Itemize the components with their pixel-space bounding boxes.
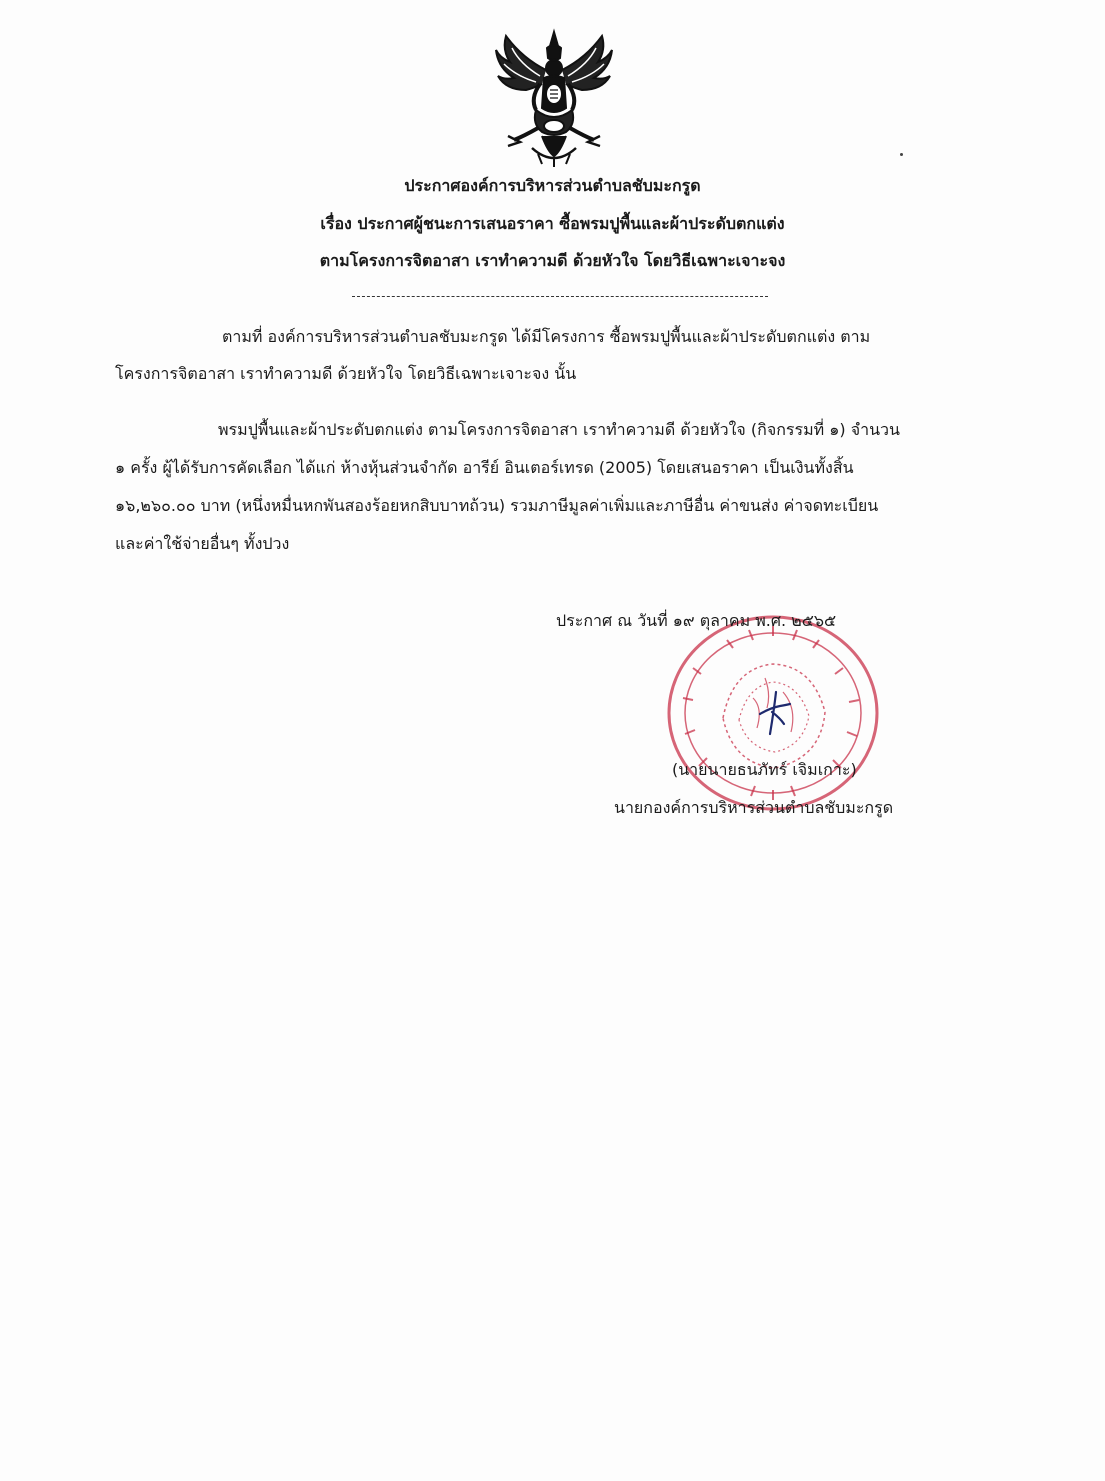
announcement-subject: เรื่อง ประกาศผู้ชนะการเสนอราคา ซื้อพรมปูพื้นและผ้าประดับตกแต่ง — [320, 214, 785, 233]
paragraph-1-line-1: ตามที่ องค์การบริหารส่วนตำบลชับมะกรูด ได้มีโครงการ ซื้อพรมปูพื้นและผ้าประดับตกแต่ง ตาม — [222, 327, 871, 346]
dashed-divider — [352, 296, 768, 297]
paragraph-2-line-3: ๑๖,๒๖๐.๐๐ บาท (หนึ่งหมื่นหกพันสองร้อยหกสิบบาทถ้วน) รวมภาษีมูลค่าเพิ่มและภาษีอื่น ค่าขนส่ง ค่าจดทะเบียน — [115, 496, 879, 515]
handwritten-signature — [750, 690, 800, 736]
signer-title: นายกองค์การบริหารส่วนตำบลชับมะกรูด — [614, 798, 894, 817]
paragraph-2-line-4: และค่าใช้จ่ายอื่นๆ ทั้งปวง — [115, 534, 290, 553]
paragraph-1-line-2: โครงการจิตอาสา เราทำความดี ด้วยหัวใจ โดยวิธีเฉพาะเจาะจง นั้น — [115, 364, 577, 383]
announcement-title: ประกาศองค์การบริหารส่วนตำบลชับมะกรูด — [404, 176, 701, 195]
paragraph-2-line-2: ๑ ครั้ง ผู้ได้รับการคัดเลือก ได้แก่ ห้างหุ้นส่วนจำกัด อารีย์ อินเตอร์เทรด (2005) โดยเสนอราคา เป็นเงินทั้งสิ้น — [115, 458, 854, 477]
scan-speck — [900, 153, 903, 156]
announcement-date: ประกาศ ณ วันที่ ๑๙ ตุลาคม พ.ศ. ๒๕๖๕ — [556, 611, 837, 630]
garuda-emblem-icon — [492, 28, 616, 168]
paragraph-2-line-1: พรมปูพื้นและผ้าประดับตกแต่ง ตามโครงการจิตอาสา เราทำความดี ด้วยหัวใจ (กิจกรรมที่ ๑) จำนวน — [218, 420, 900, 439]
announcement-project: ตามโครงการจิตอาสา เราทำความดี ด้วยหัวใจ โดยวิธีเฉพาะเจาะจง — [319, 251, 786, 270]
signer-name: (นายนายธนภัทร์ เจิมเกาะ) — [672, 760, 857, 779]
